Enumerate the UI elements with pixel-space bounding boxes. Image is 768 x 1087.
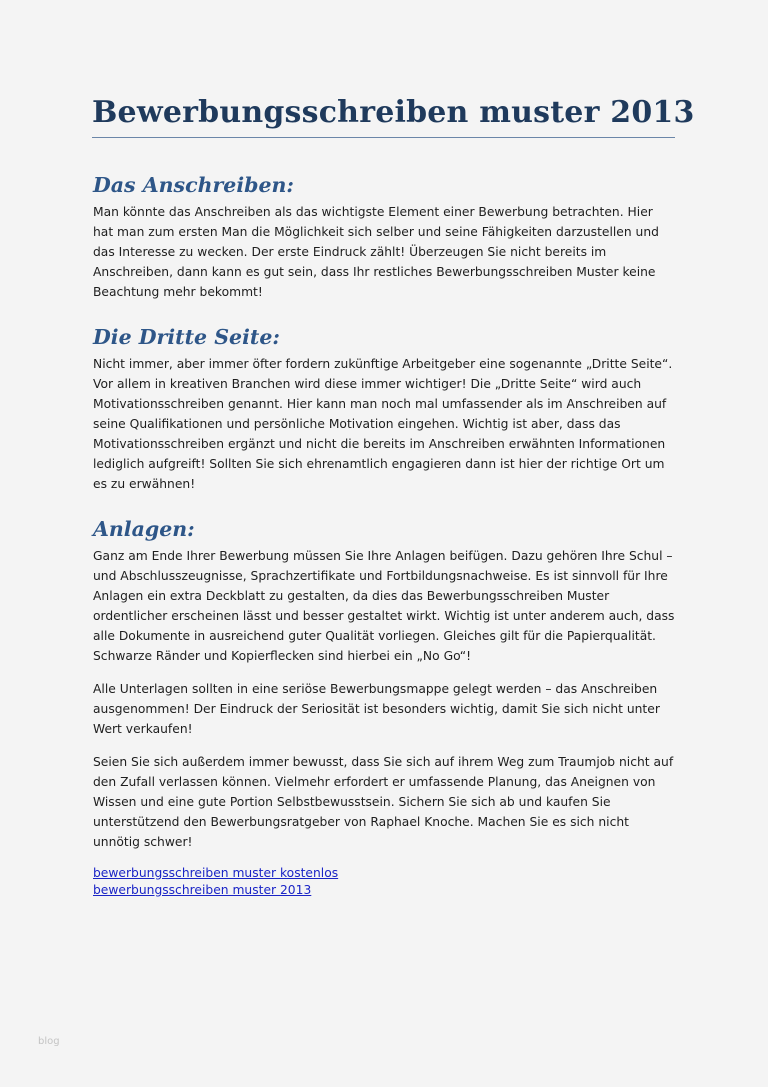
section-heading: Die Dritte Seite: xyxy=(93,325,280,349)
section-dritte-seite xyxy=(93,320,676,494)
section-anlagen xyxy=(93,512,676,852)
section-paragraph: Seien Sie sich außerdem immer bewusst, dass Sie sich auf ihrem Weg zum Traumjob nicht auf den Zufall verlassen können. Vielmehr erfordert er umfassende Planung, das Aneignen von Wissen und eine gute Portion Selbstbewusstsein. Sichern Sie sich ab und kaufen Sie unterstützend den Bewerbungsratgeber von Raphael Knoche. Machen Sie es sich nicht unnötig schwer! xyxy=(93,755,674,849)
section-heading: Das Anschreiben: xyxy=(93,173,294,197)
section-paragraph: Man könnte das Anschreiben als das wichtigste Element einer Bewerbung betrachten. Hier hat man zum ersten Man die Möglichkeit sich selber und seine Fähigkeiten darzustellen und das Interesse zu wecken. Der erste Eindruck zählt! Überzeugen Sie nicht bereits im Anschreiben, dann kann es gut sein, dass Ihr restliches Bewerbungsschreiben Muster keine Beachtung mehr bekommt! xyxy=(93,205,659,299)
section-paragraph: Alle Unterlagen sollten in eine seriöse Bewerbungsmappe gelegt werden – das Anschreiben ausgenommen! Der Eindruck der Seriosität ist besonders wichtig, damit Sie sich nicht unter Wert verkaufen! xyxy=(93,682,660,736)
section-heading: Anlagen: xyxy=(93,517,195,541)
section-paragraph: Ganz am Ende Ihrer Bewerbung müssen Sie Ihre Anlagen beifügen. Dazu gehören Ihre Schul – und Abschlusszeugnisse, Sprachzertifikate und Fortbildungsnachweise. Es ist sinnvoll für Ihre Anlagen ein extra Deckblatt zu gestalten, da dies das Bewerbungsschreiben Muster ordentlicher erscheinen lässt und besser gestaltet wirkt. Wichtig ist unter anderem auch, dass alle Dokumente in ausreichend guter Qualität vorliegen. Gleiches gilt für die Papierqualität. Schwarze Ränder und Kopierflecken sind hierbei ein „No Go“! xyxy=(93,549,675,663)
document-body xyxy=(93,168,676,899)
title-underline xyxy=(92,137,675,138)
watermark-text: blog xyxy=(38,1036,60,1047)
link-muster-2013[interactable]: bewerbungsschreiben muster 2013 xyxy=(93,883,312,897)
related-links xyxy=(93,865,676,899)
link-muster-kostenlos[interactable]: bewerbungsschreiben muster kostenlos xyxy=(93,866,339,880)
section-paragraph: Nicht immer, aber immer öfter fordern zukünftige Arbeitgeber eine sogenannte „Dritte Seite“. Vor allem in kreativen Branchen wird diese immer wichtiger! Die „Dritte Seite“ wird auch Motivationsschreiben genannt. Hier kann man noch mal umfassender als im Anschreiben auf seine Qualifikationen und persönliche Motivation eingehen. Wichtig ist aber, dass das Motivationsschreiben ergänzt und nicht die bereits im Anschreiben erwähnten Informationen lediglich aufgreift! Sollten Sie sich ehrenamtlich engagieren dann ist hier der richtige Ort um es zu erwähnen! xyxy=(93,357,673,491)
section-anschreiben xyxy=(93,168,676,302)
page-title: Bewerbungsschreiben muster 2013 xyxy=(92,95,695,130)
